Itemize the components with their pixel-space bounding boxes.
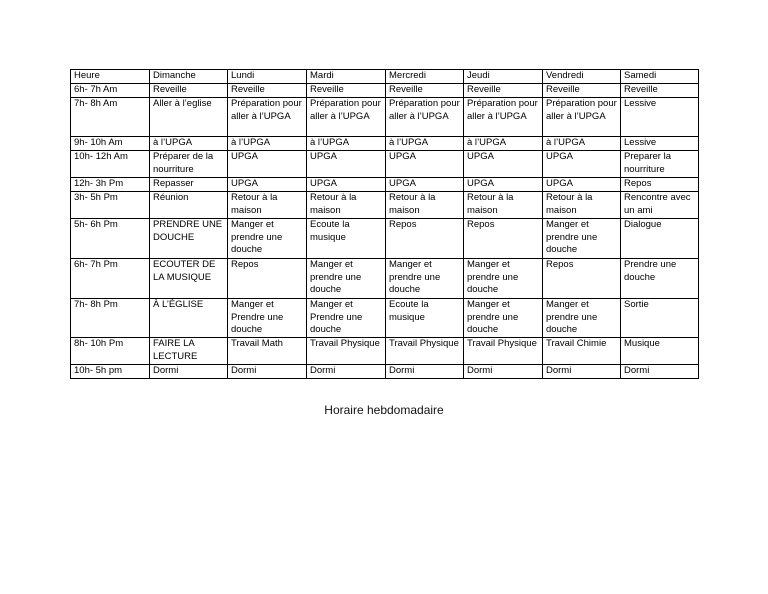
activity-cell: Repos <box>543 259 621 299</box>
activity-cell: à l’UPGA <box>228 137 307 151</box>
header-cell-day: Mercredi <box>386 70 464 84</box>
activity-cell: Manger et prendre une douche <box>464 259 543 299</box>
activity-cell: UPGA <box>307 151 386 178</box>
activity-cell: Retour à la maison <box>307 192 386 219</box>
activity-cell: Manger et prendre une douche <box>543 219 621 259</box>
activity-cell: Prendre une douche <box>621 259 699 299</box>
activity-cell: Dormi <box>464 365 543 379</box>
activity-cell: Ecoute la musique <box>307 219 386 259</box>
activity-cell: UPGA <box>543 178 621 192</box>
activity-cell: Retour à la maison <box>543 192 621 219</box>
activity-cell: Sortie <box>621 299 699 338</box>
activity-cell: Manger et prendre une douche <box>543 299 621 338</box>
activity-cell: Préparation pour aller à l’UPGA <box>543 98 621 137</box>
activity-cell: PRENDRE UNE DOUCHE <box>150 219 228 259</box>
activity-cell: À L’ÉGLISE <box>150 299 228 338</box>
activity-cell: Ecoute la musique <box>386 299 464 338</box>
activity-cell: ECOUTER DE LA MUSIQUE <box>150 259 228 299</box>
time-slot-cell: 5h- 6h Pm <box>71 219 150 259</box>
time-slot-cell: 12h- 3h Pm <box>71 178 150 192</box>
activity-cell: Musique <box>621 338 699 365</box>
header-cell-day: Vendredi <box>543 70 621 84</box>
activity-cell: Dormi <box>543 365 621 379</box>
activity-cell: Reveille <box>386 84 464 98</box>
activity-cell: Travail Math <box>228 338 307 365</box>
table-row <box>71 259 699 299</box>
activity-cell: Dormi <box>307 365 386 379</box>
activity-cell: Manger et Prendre une douche <box>307 299 386 338</box>
activity-cell: Manger et prendre une douche <box>307 259 386 299</box>
schedule-body <box>71 70 699 379</box>
activity-cell: Manger et prendre une douche <box>464 299 543 338</box>
activity-cell: Repos <box>228 259 307 299</box>
activity-cell: Dormi <box>621 365 699 379</box>
table-row <box>71 365 699 379</box>
activity-cell: UPGA <box>228 151 307 178</box>
activity-cell: Repasser <box>150 178 228 192</box>
time-slot-cell: 6h- 7h Pm <box>71 259 150 299</box>
activity-cell: UPGA <box>464 151 543 178</box>
table-row <box>71 338 699 365</box>
table-row <box>71 219 699 259</box>
weekly-schedule-table <box>70 69 699 379</box>
table-row <box>71 137 699 151</box>
activity-cell: UPGA <box>307 178 386 192</box>
time-slot-cell: 10h- 12h Am <box>71 151 150 178</box>
activity-cell: Travail Physique <box>386 338 464 365</box>
activity-cell: Preparer la nourriture <box>621 151 699 178</box>
activity-cell: UPGA <box>386 151 464 178</box>
time-slot-cell: 9h- 10h Am <box>71 137 150 151</box>
activity-cell: Reveille <box>464 84 543 98</box>
activity-cell: Reveille <box>621 84 699 98</box>
activity-cell: à l’UPGA <box>307 137 386 151</box>
activity-cell: Préparation pour aller à l’UPGA <box>464 98 543 137</box>
activity-cell: Travail Physique <box>307 338 386 365</box>
time-slot-cell: 3h- 5h Pm <box>71 192 150 219</box>
time-slot-cell: 10h- 5h pm <box>71 365 150 379</box>
time-slot-cell: 8h- 10h Pm <box>71 338 150 365</box>
header-cell-day: Mardi <box>307 70 386 84</box>
activity-cell: Dormi <box>150 365 228 379</box>
header-row <box>71 70 699 84</box>
activity-cell: Réunion <box>150 192 228 219</box>
activity-cell: Repos <box>464 219 543 259</box>
activity-cell: Reveille <box>307 84 386 98</box>
header-cell-day: Jeudi <box>464 70 543 84</box>
table-row <box>71 192 699 219</box>
table-row <box>71 178 699 192</box>
header-cell-time: Heure <box>71 70 150 84</box>
activity-cell: Reveille <box>543 84 621 98</box>
table-row <box>71 299 699 338</box>
activity-cell: UPGA <box>543 151 621 178</box>
header-cell-day: Samedi <box>621 70 699 84</box>
activity-cell: Retour à la maison <box>464 192 543 219</box>
activity-cell: Lessive <box>621 98 699 137</box>
time-slot-cell: 7h- 8h Am <box>71 98 150 137</box>
activity-cell: Préparation pour aller à l’UPGA <box>307 98 386 137</box>
activity-cell: à l’UPGA <box>543 137 621 151</box>
activity-cell: Aller à l’eglise <box>150 98 228 137</box>
activity-cell: Retour à la maison <box>228 192 307 219</box>
activity-cell: Travail Chimie <box>543 338 621 365</box>
activity-cell: UPGA <box>386 178 464 192</box>
activity-cell: Repos <box>386 219 464 259</box>
activity-cell: Reveille <box>150 84 228 98</box>
activity-cell: Lessive <box>621 137 699 151</box>
table-row <box>71 151 699 178</box>
time-slot-cell: 6h- 7h Am <box>71 84 150 98</box>
header-cell-day: Dimanche <box>150 70 228 84</box>
activity-cell: à l’UPGA <box>464 137 543 151</box>
activity-cell: Rencontre avec un ami <box>621 192 699 219</box>
activity-cell: Reveille <box>228 84 307 98</box>
activity-cell: Dialogue <box>621 219 699 259</box>
activity-cell: UPGA <box>228 178 307 192</box>
activity-cell: Dormi <box>228 365 307 379</box>
activity-cell: Dormi <box>386 365 464 379</box>
time-slot-cell: 7h- 8h Pm <box>71 299 150 338</box>
header-cell-day: Lundi <box>228 70 307 84</box>
activity-cell: Travail Physique <box>464 338 543 365</box>
activity-cell: FAIRE LA LECTURE <box>150 338 228 365</box>
activity-cell: Repos <box>621 178 699 192</box>
table-caption: Horaire hebdomadaire <box>324 403 444 417</box>
activity-cell: Manger et prendre une douche <box>386 259 464 299</box>
activity-cell: Préparation pour aller à l’UPGA <box>228 98 307 137</box>
table-row <box>71 98 699 137</box>
activity-cell: Manger et prendre une douche <box>228 219 307 259</box>
activity-cell: Préparation pour aller à l’UPGA <box>386 98 464 137</box>
activity-cell: Préparer de la nourriture <box>150 151 228 178</box>
activity-cell: Manger et Prendre une douche <box>228 299 307 338</box>
activity-cell: à l’UPGA <box>150 137 228 151</box>
activity-cell: à l’UPGA <box>386 137 464 151</box>
activity-cell: Retour à la maison <box>386 192 464 219</box>
table-row <box>71 84 699 98</box>
activity-cell: UPGA <box>464 178 543 192</box>
